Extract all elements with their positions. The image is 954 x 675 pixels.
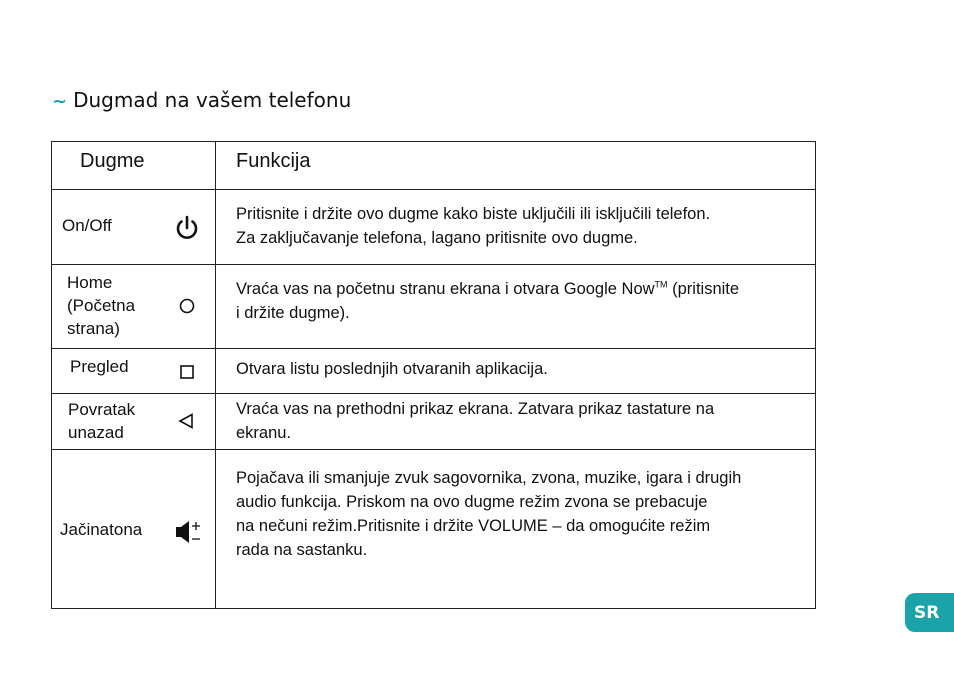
function-power: Pritisnite i držite ovo dugme kako biste uključili ili isključili telefon. Za zaključavanje telefona, lagano pritisnite ovo dugme. <box>236 205 711 247</box>
function-overview: Otvara listu poslednjih otvaranih aplikacija. <box>236 360 548 378</box>
table-row-power <box>52 189 815 264</box>
header-function-col: Funkcija <box>236 150 311 172</box>
back-triangle-icon <box>178 413 194 429</box>
button-name-home: Home (Početna strana) <box>67 273 136 338</box>
button-name-back: Povratak unazad <box>68 400 136 442</box>
function-volume: Pojačava ili smanjuje zvuk sagovornika, zvona, muzike, igara i drugih audio funkcija. Priskom na ovo dugme režim zvona se prebacuje na nečuni režim.Pritisnite i držite VOLUME – da omogućite režim rada na sastanku. <box>236 469 742 559</box>
table-row-overview <box>52 348 815 393</box>
recent-apps-square-icon <box>180 365 194 379</box>
language-badge: SR <box>905 593 954 632</box>
tilde-bullet-icon: ~ <box>52 91 68 112</box>
function-home: Vraća vas na početnu stranu ekrana i otvara Google Now™ (pritisnite i držite dugme). <box>236 279 740 322</box>
button-name-power: On/Off <box>62 216 112 235</box>
section-heading <box>52 88 351 112</box>
table-row-volume <box>52 449 815 608</box>
volume-icon <box>174 519 202 545</box>
table-row-home <box>52 264 815 348</box>
section-title: Dugmad na vašem telefonu <box>73 88 352 112</box>
button-name-overview: Pregled <box>70 357 129 376</box>
table-header-row <box>52 142 815 189</box>
buttons-table <box>51 141 816 609</box>
home-circle-icon <box>179 298 195 314</box>
table-row-back <box>52 393 815 449</box>
function-back: Vraća vas na prethodni prikaz ekrana. Zatvara prikaz tastature na ekranu. <box>236 400 715 442</box>
power-icon <box>174 214 200 242</box>
header-button-col: Dugme <box>80 150 145 172</box>
button-name-volume: Jačinatona <box>60 520 143 539</box>
